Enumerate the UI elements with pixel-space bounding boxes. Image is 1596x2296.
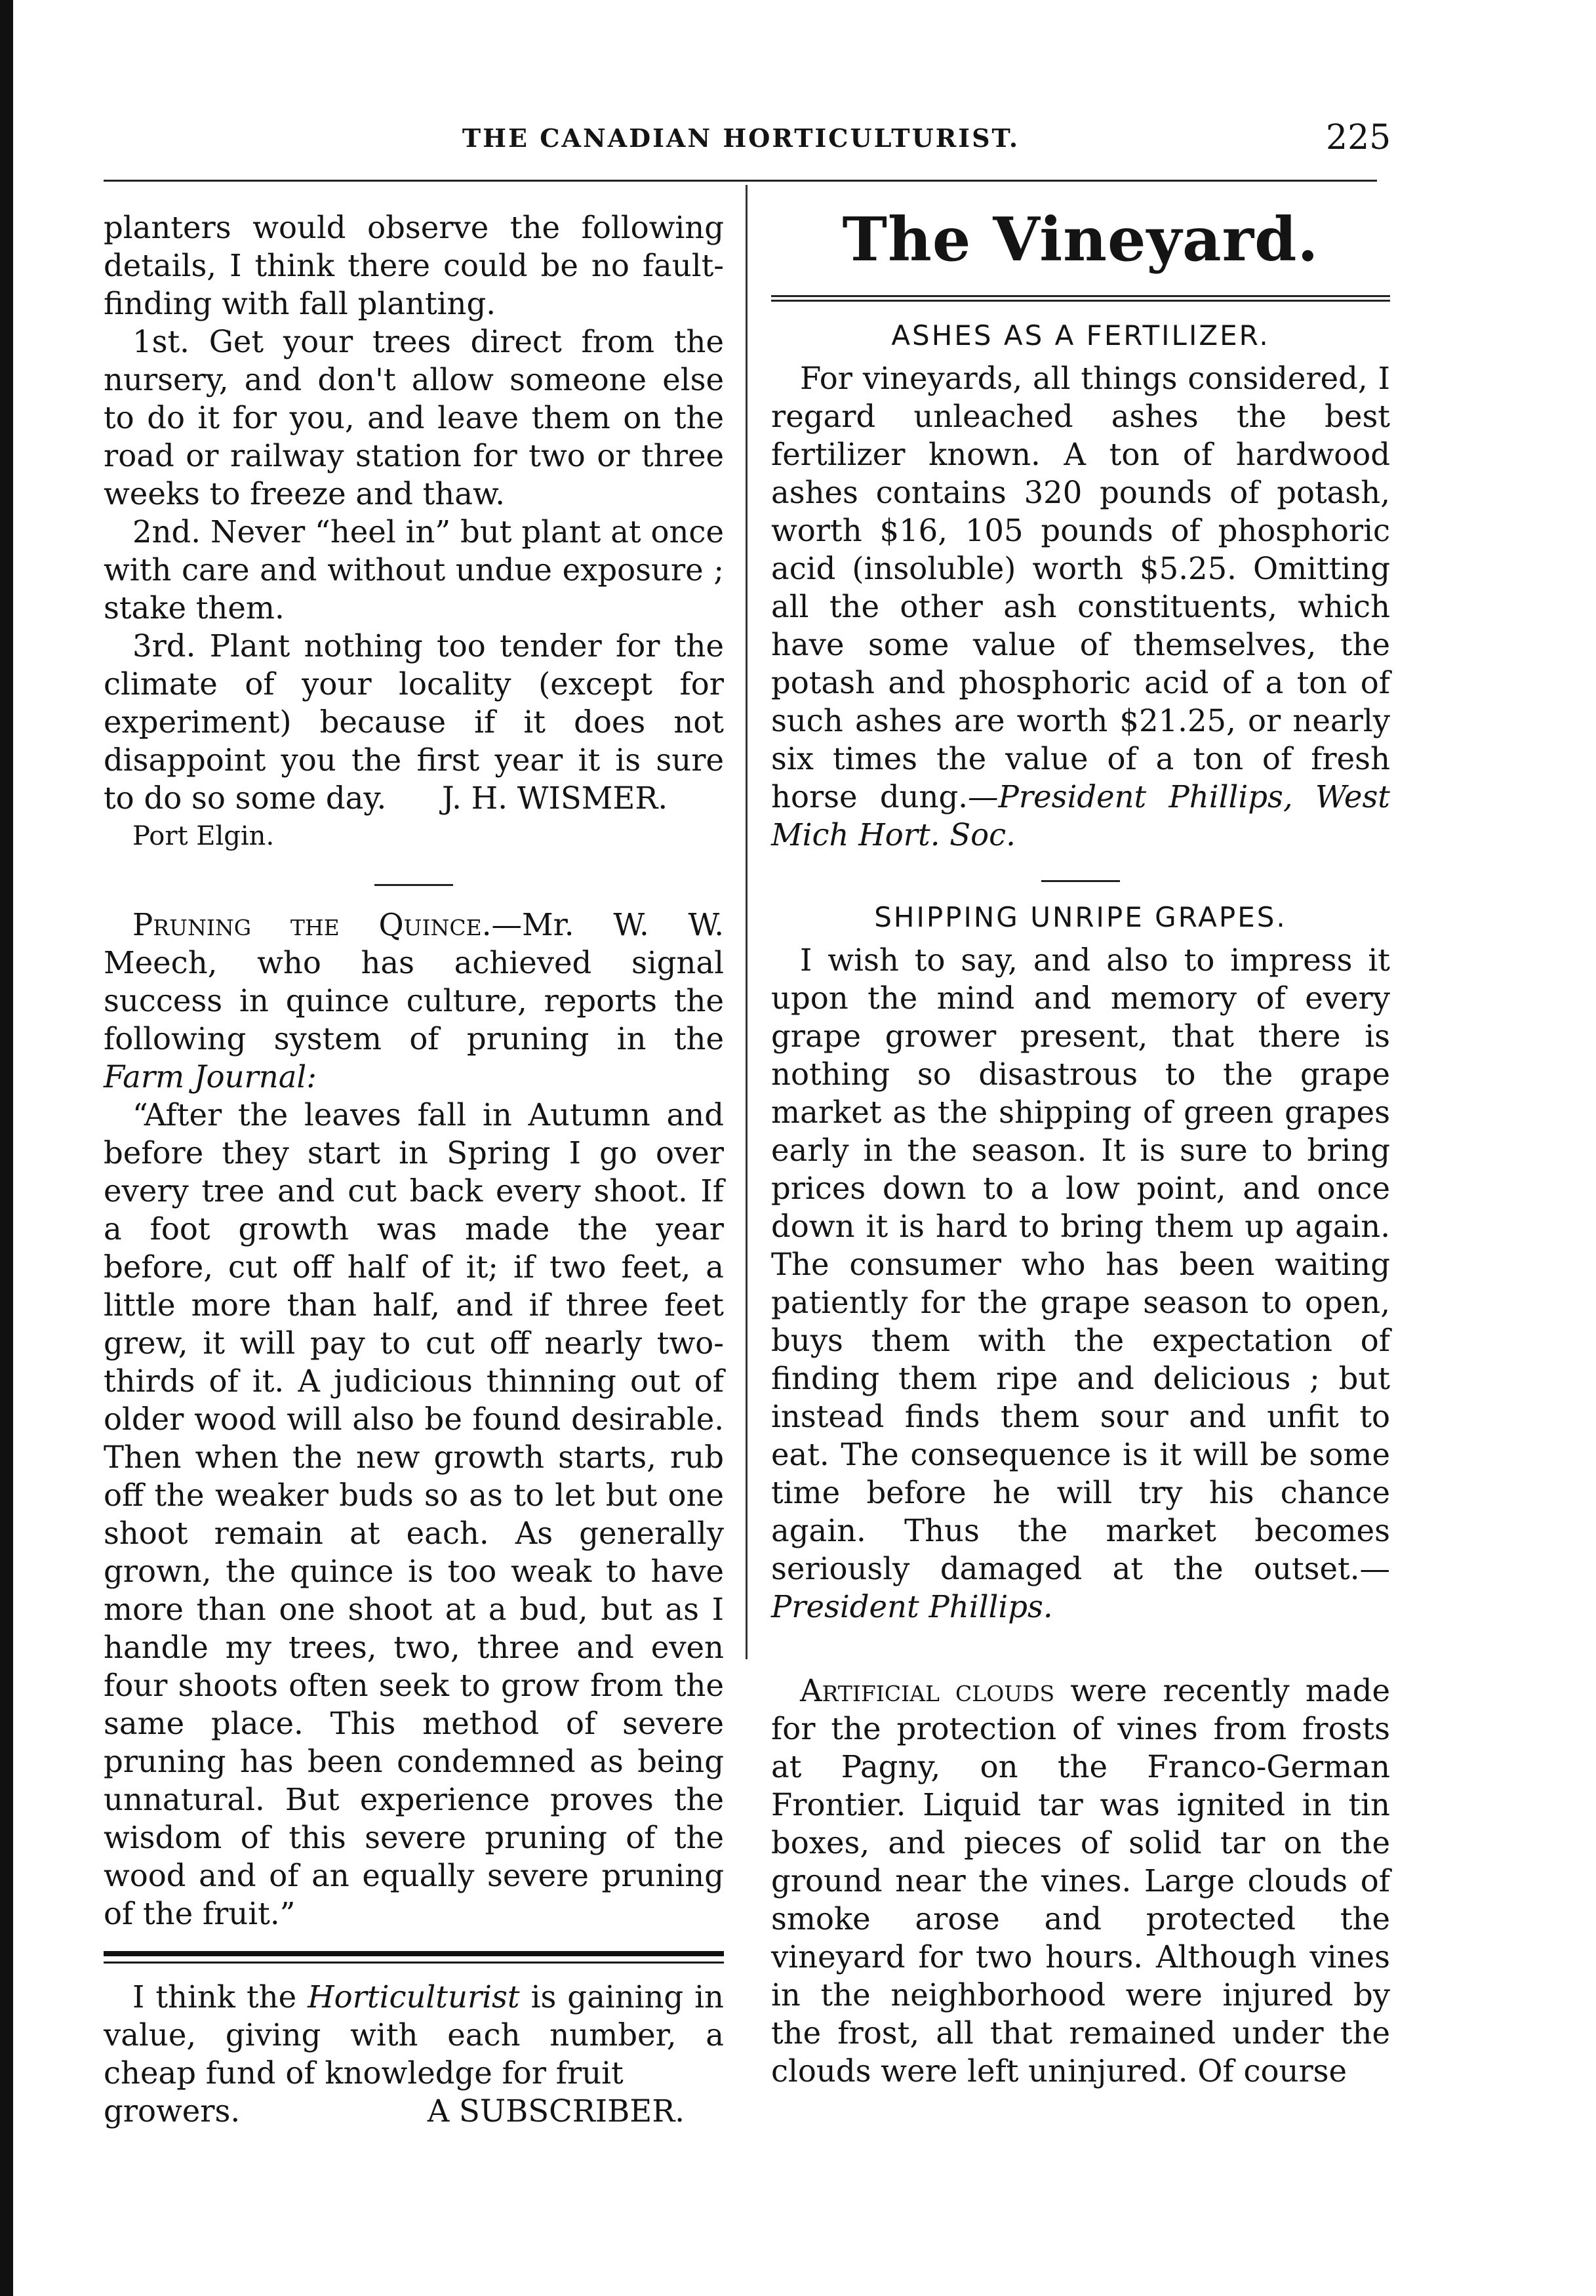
quince-paragraph bbox=[104, 906, 724, 1096]
author-place: Port Elgin. bbox=[132, 821, 275, 851]
subscriber-last-word: growers. bbox=[104, 2093, 241, 2129]
quince-source: Farm Journal: bbox=[104, 1059, 317, 1095]
spacer bbox=[771, 1626, 1390, 1672]
subscriber-text-a: I think the bbox=[132, 1979, 297, 2015]
subscriber-italic: Horticulturist bbox=[308, 1979, 520, 2015]
planting-rule-1: 1st. Get your trees direct from the nursery, and don't allow someone else to do it for you, and leave them on the road or railway station for two or three weeks to freeze and thaw. bbox=[104, 324, 724, 512]
title-rule bbox=[771, 295, 1390, 302]
ashes-heading: ASHES AS A FERTILIZER. bbox=[891, 319, 1270, 352]
ashes-text: For vineyards, all things considered, I regard unleached ashes the best fertilizer known. A ton of hardwood ashes contains 320 pounds of potash, worth $16, 105 pounds of phosphoric acid (insoluble) worth $5.25. Omitting all the other ash constituents, which have some value of themselves, the potash and phosphoric acid of a ton of such ashes are worth $21.25, or nearly six times the value of a ton of fresh horse dung. bbox=[771, 361, 1390, 815]
clouds-text: were recently made for the protection of vines from frosts at Pagny, on the Franco-German Frontier. Liquid tar was ignited in tin boxes, and pieces of solid tar on the ground near the vines. Large clouds of smoke arose and protected the vineyard for two hours. Although vines in the neighborhood were injured by the frost, all that remained under the clouds were left uninjured. Of course bbox=[771, 1673, 1391, 2089]
running-title: THE CANADIAN HORTICULTURIST. bbox=[462, 123, 1020, 153]
double-rule bbox=[104, 1951, 724, 1964]
subscriber-signature-line bbox=[104, 2092, 724, 2130]
planting-rule-2: 2nd. Never “heel in” but plant at once with care and without undue exposure ; stake them. bbox=[104, 514, 724, 626]
subscriber-text-b: is gaining in value, giving with each number, a cheap fund of knowledge for fruit bbox=[104, 1979, 724, 2091]
quince-quote: “After the leaves fall in Autumn and before they start in Spring I go over every tree and cut back every shoot. If a foot growth was made the year before, cut off half of it; if two feet, a little more than half, and if three feet grew, it will pay to cut off nearly two-thirds of it. A judicious thinning out of older wood will also be found desirable. Then when the new growth starts, rub off the weaker buds so as to let but one shoot remain at each. As generally grown, the quince is too weak to have more than one shoot at a bud, but as I handle my trees, two, three and even four shoots often seek to grow from the same place. This method of severe pruning has been condemned as being unnatural. But experience proves the wisdom of this severe pruning of the wood and of an equally severe pruning of the fruit.” bbox=[104, 1097, 724, 1931]
left-column bbox=[104, 209, 724, 2130]
header-rule bbox=[104, 180, 1377, 182]
planting-intro-paragraph: planters would observe the following details, I think there could be no fault-finding with fall planting. bbox=[104, 210, 724, 321]
subscriber-signature: A SUBSCRIBER. bbox=[427, 2093, 685, 2129]
ashes-source: —President Phillips, West Mich Hort. Soc. bbox=[771, 779, 1390, 853]
subscriber-paragraph bbox=[104, 1978, 724, 2092]
grapes-text: I wish to say, and also to impress it upon the mind and memory of every grape grower present, that there is nothing so disastrous to the grape market as the shipping of green grapes early in the season. It is sure to bring prices down to a low point, and once down it is hard to bring them up again. The consumer who has been waiting patiently for the grape season to open, buys them with the expectation of finding them ripe and delicious ; but instead finds them sour and unfit to eat. The consequence is it will be some time before he will try his chance again. Thus the market becomes seriously damaged at the outset.— bbox=[771, 942, 1390, 1586]
author-signature: J. H. WISMER. bbox=[442, 780, 668, 816]
separator-rule bbox=[374, 884, 453, 886]
grapes-paragraph bbox=[771, 941, 1390, 1626]
separator-rule bbox=[1041, 880, 1120, 882]
grapes-heading: SHIPPING UNRIPE GRAPES. bbox=[874, 901, 1287, 933]
clouds-paragraph bbox=[771, 1672, 1390, 2090]
section-title: The Vineyard. bbox=[842, 204, 1319, 275]
right-column bbox=[771, 197, 1390, 2090]
page-number: 225 bbox=[1326, 118, 1391, 157]
grapes-source: President Phillips. bbox=[771, 1589, 1053, 1624]
quince-lead: Pruning the Quince. bbox=[132, 907, 492, 942]
quince-intro: —Mr. W. W. Meech, who has achieved signal success in quince culture, reports the following system of pruning in the bbox=[104, 907, 724, 1057]
planting-rule-3 bbox=[104, 627, 724, 817]
page-spine-shadow bbox=[0, 0, 13, 2296]
ashes-paragraph bbox=[771, 359, 1390, 854]
clouds-lead: Artificial clouds bbox=[800, 1673, 1055, 1708]
planting-rule-3-text: 3rd. Plant nothing too tender for the climate of your locality (except for experiment) because if it does not disappoint you the first year it is sure to do so some day. bbox=[104, 628, 724, 816]
column-divider bbox=[746, 185, 748, 1659]
